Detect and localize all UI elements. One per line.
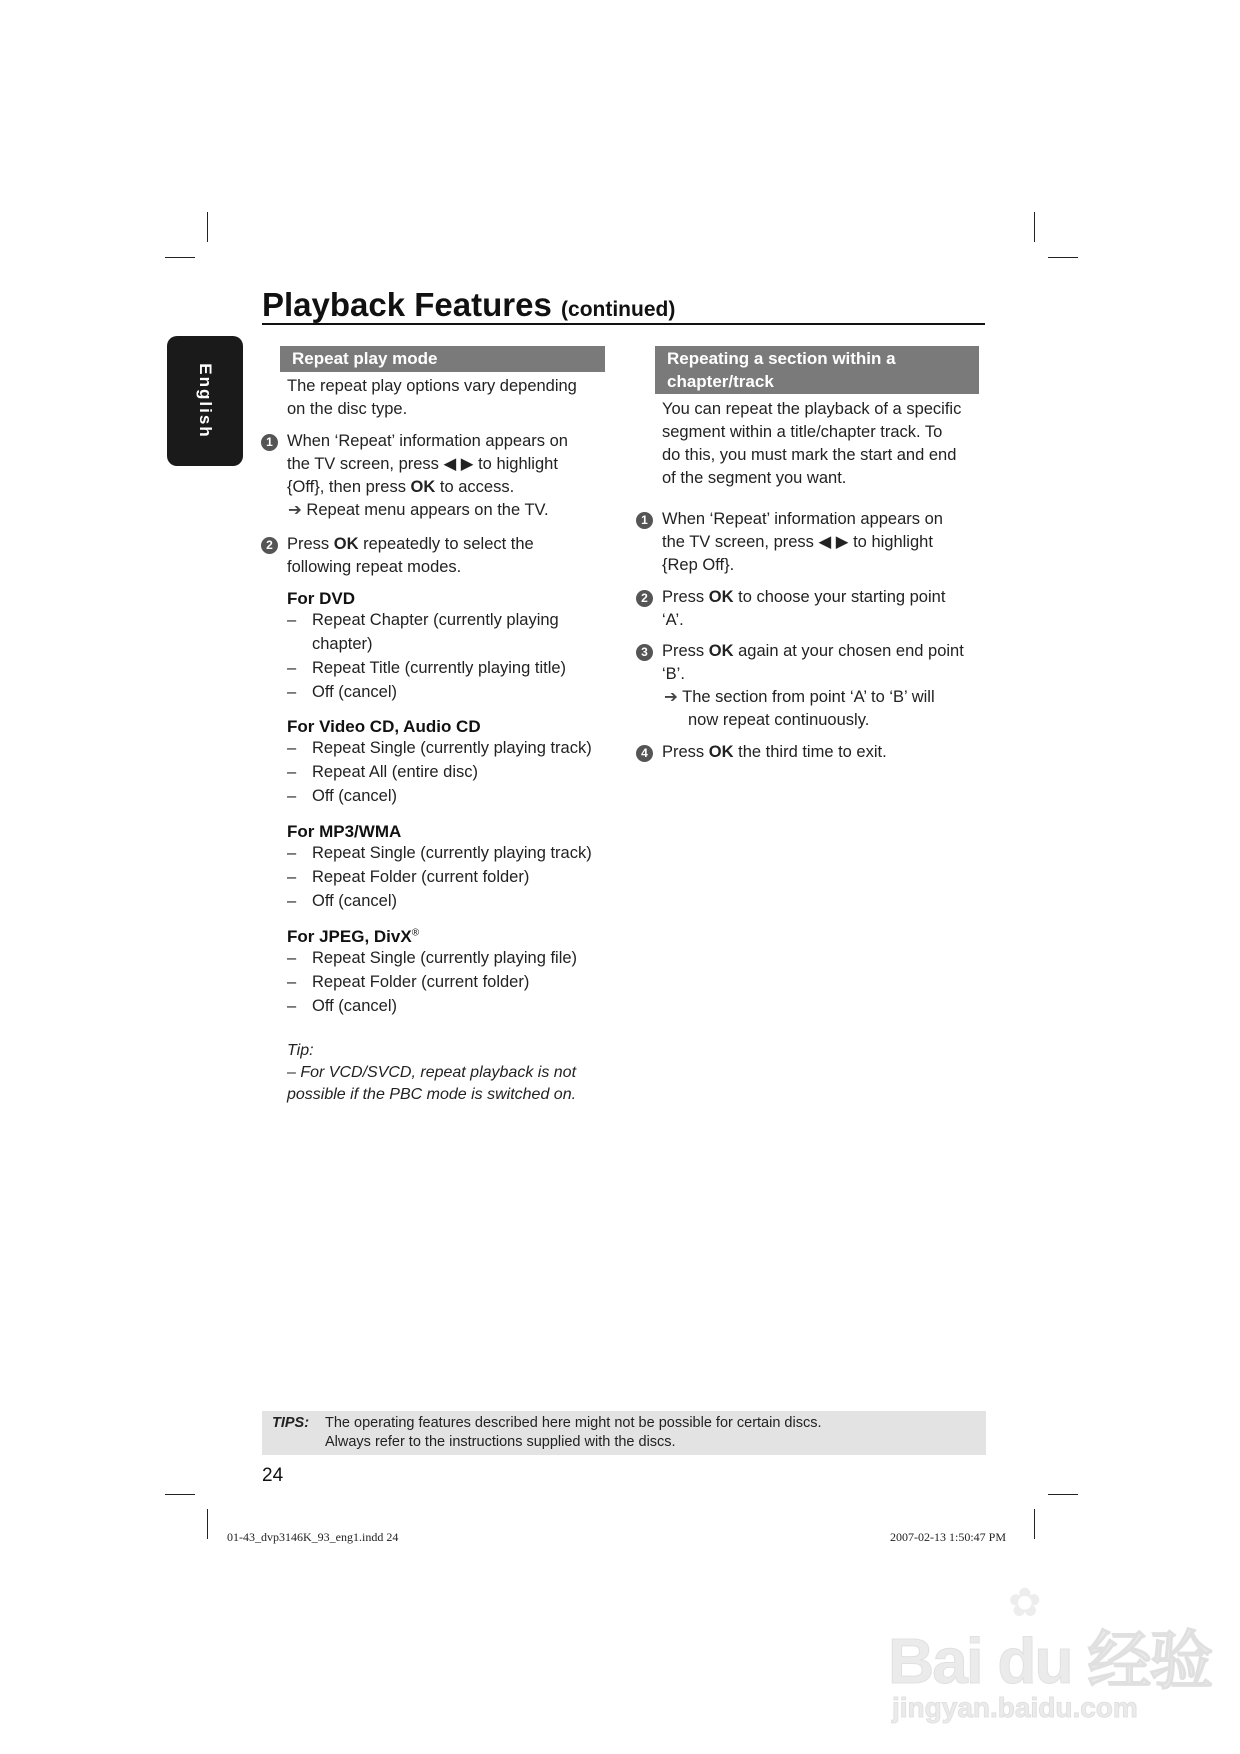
right-step3-result xyxy=(664,686,935,709)
group-title-mp3: For MP3/WMA xyxy=(287,822,402,841)
left-intro-line: The repeat play options vary depending xyxy=(287,377,577,395)
crop-mark xyxy=(165,1494,195,1495)
text-fragment: Repeat menu appears on the TV. xyxy=(306,501,549,519)
watermark-brand: Bai du 经验 xyxy=(888,1625,1212,1697)
right-step2-line1 xyxy=(662,586,945,609)
step-number-badge: 4 xyxy=(636,745,653,762)
text-fragment: Press xyxy=(662,642,705,660)
right-step4-line1 xyxy=(662,741,887,764)
right-intro-line: segment within a title/chapter track. To xyxy=(662,423,943,441)
list-item: Off (cancel) xyxy=(312,997,397,1015)
left-right-arrow-keys-icon: ◀ ▶ xyxy=(818,533,849,551)
text-fragment: to highlight xyxy=(478,455,558,473)
list-item: Off (cancel) xyxy=(312,787,397,805)
result-arrow-icon: ➔ xyxy=(664,688,678,706)
tips-box xyxy=(262,1411,986,1455)
dash-icon: – xyxy=(287,973,297,991)
ok-key-label: OK xyxy=(708,743,734,761)
right-step1-line2 xyxy=(662,531,933,554)
tips-line: Always refer to the instructions supplied with the discs. xyxy=(325,1434,676,1450)
dash-icon: – xyxy=(287,844,297,862)
crop-mark xyxy=(207,212,208,242)
left-step1-line2 xyxy=(287,453,558,476)
left-right-arrow-keys-icon: ◀ ▶ xyxy=(443,455,474,473)
ok-key-label: OK xyxy=(333,535,359,553)
tips-line: The operating features described here might not be possible for certain discs. xyxy=(325,1415,822,1431)
right-step1-line3: {Rep Off}. xyxy=(662,556,735,574)
list-item: Repeat All (entire disc) xyxy=(312,763,478,781)
text-fragment: {Off}, then press xyxy=(287,478,406,496)
text-fragment: again at your chosen end point xyxy=(738,642,964,660)
list-item: Off (cancel) xyxy=(312,683,397,701)
crop-mark xyxy=(1048,257,1078,258)
ok-key-label: OK xyxy=(410,478,436,496)
text-fragment: Press xyxy=(662,743,705,761)
text-fragment: to access. xyxy=(439,478,515,496)
group-title-jpeg xyxy=(287,927,419,947)
result-arrow-icon: ➔ xyxy=(288,501,302,519)
registered-mark: ® xyxy=(411,927,420,939)
left-intro-line: on the disc type. xyxy=(287,400,408,418)
page-number: 24 xyxy=(262,1465,284,1486)
language-tab-label: English xyxy=(196,363,215,439)
ok-key-label: OK xyxy=(708,588,734,606)
page-title xyxy=(262,286,675,324)
right-step3-line1 xyxy=(662,640,964,663)
dash-icon: – xyxy=(287,763,297,781)
section-heading-text: chapter/track xyxy=(667,372,774,391)
section-heading-repeat-play-mode xyxy=(280,346,605,372)
language-tab xyxy=(167,336,243,466)
list-item: Repeat Single (currently playing file) xyxy=(312,949,578,967)
text-fragment: to choose your starting point xyxy=(738,588,946,606)
text-fragment: the TV screen, press xyxy=(662,533,814,551)
list-item: Repeat Folder (current folder) xyxy=(312,868,530,886)
text-fragment: the third time to exit. xyxy=(738,743,887,761)
page-title-continued: (continued) xyxy=(561,298,676,321)
list-item: Repeat Single (currently playing track) xyxy=(312,844,592,862)
text-fragment: to highlight xyxy=(853,533,933,551)
section-heading-text: Repeat play mode xyxy=(292,349,438,368)
watermark-logo xyxy=(888,1580,1212,1730)
title-rule xyxy=(262,323,985,325)
left-step1-line3 xyxy=(287,476,514,499)
ok-key-label: OK xyxy=(708,642,734,660)
right-intro-line: You can repeat the playback of a specific xyxy=(662,400,962,418)
dash-icon: – xyxy=(287,949,297,967)
text-fragment: Press xyxy=(662,588,705,606)
tip-line: – For VCD/SVCD, repeat playback is not xyxy=(287,1064,577,1081)
crop-mark xyxy=(207,1509,208,1539)
dash-icon: – xyxy=(287,997,297,1015)
text-fragment: repeatedly to select the xyxy=(363,535,534,553)
right-step1-line1: When ‘Repeat’ information appears on xyxy=(662,510,943,528)
footer-filename: 01-43_dvp3146K_93_eng1.indd 24 xyxy=(227,1530,399,1544)
left-step2-line2: following repeat modes. xyxy=(287,558,462,576)
list-item: Off (cancel) xyxy=(312,892,397,910)
right-step2-line2: ‘A’. xyxy=(662,611,684,629)
crop-mark xyxy=(165,257,195,258)
list-item: Repeat Title (currently playing title) xyxy=(312,659,567,677)
right-step3-result-line2: now repeat continuously. xyxy=(688,711,870,729)
list-item: Repeat Chapter (currently playing xyxy=(312,611,559,629)
crop-mark xyxy=(1034,212,1035,242)
footer-timestamp: 2007-02-13 1:50:47 PM xyxy=(890,1530,1007,1544)
group-title-vcd: For Video CD, Audio CD xyxy=(287,717,481,736)
dash-icon: – xyxy=(287,659,297,677)
tips-label: TIPS: xyxy=(272,1415,310,1431)
tip-label: Tip: xyxy=(287,1042,314,1059)
step-number-badge: 1 xyxy=(261,434,278,451)
list-item: Repeat Folder (current folder) xyxy=(312,973,530,991)
left-step1-result xyxy=(288,499,549,522)
dash-icon: – xyxy=(287,683,297,701)
tip-line: possible if the PBC mode is switched on. xyxy=(287,1086,577,1103)
dash-icon: – xyxy=(287,892,297,910)
right-step3-line2: ‘B’. xyxy=(662,665,685,683)
dash-icon: – xyxy=(287,739,297,757)
dash-icon: – xyxy=(287,611,297,629)
crop-mark xyxy=(1034,1509,1035,1539)
paw-icon: ✿ xyxy=(1008,1581,1042,1625)
dash-icon: – xyxy=(287,868,297,886)
watermark-url: jingyan.baidu.com xyxy=(892,1692,1138,1723)
step-number-badge: 2 xyxy=(636,590,653,607)
list-item: chapter) xyxy=(312,635,373,653)
list-item: Repeat Single (currently playing track) xyxy=(312,739,592,757)
crop-mark xyxy=(1048,1494,1078,1495)
right-intro-line: of the segment you want. xyxy=(662,469,847,487)
section-heading-text: Repeating a section within a xyxy=(667,349,896,368)
right-intro-line: do this, you must mark the start and end xyxy=(662,446,957,464)
text-fragment: The section from point ‘A’ to ‘B’ will xyxy=(682,688,935,706)
left-step1-line1: When ‘Repeat’ information appears on xyxy=(287,432,568,450)
group-title-dvd: For DVD xyxy=(287,589,355,608)
left-step2-line1 xyxy=(287,533,534,556)
text-fragment: Press xyxy=(287,535,330,553)
step-number-badge: 2 xyxy=(261,537,278,554)
text-fragment: the TV screen, press xyxy=(287,455,439,473)
dash-icon: – xyxy=(287,787,297,805)
step-number-badge: 3 xyxy=(636,644,653,661)
text-fragment: For JPEG, DivX xyxy=(287,927,412,946)
step-number-badge: 1 xyxy=(636,512,653,529)
section-heading-repeating-section xyxy=(655,346,979,394)
page-title-text: Playback Features xyxy=(262,286,552,323)
